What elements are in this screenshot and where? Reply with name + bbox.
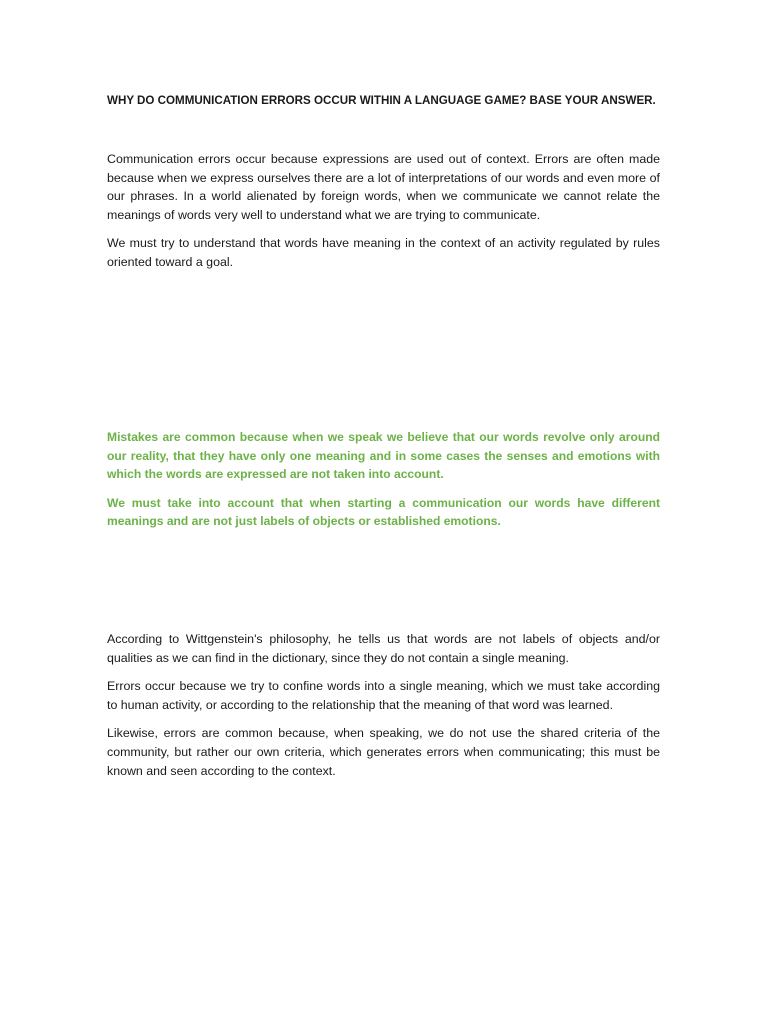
paragraph: Likewise, errors are common because, when speaking, we do not use the shared criteria of the community, but rather our own criteria, which generates errors when communicating; this must be known and seen according to the context. — [107, 726, 660, 778]
answer-section-1 — [107, 150, 660, 272]
paragraph: We must try to understand that words have meaning in the context of an activity regulated by rules oriented toward a goal. — [107, 236, 660, 269]
highlighted-paragraph: We must take into account that when starting a communication our words have different meanings and are not just labels of objects or established emotions. — [107, 495, 660, 529]
paragraph: Errors occur because we try to confine words into a single meaning, which we must take according to human activity, or according to the relationship that the meaning of that word was learned. — [107, 679, 660, 712]
document-title: WHY DO COMMUNICATION ERRORS OCCUR WITHIN A LANGUAGE GAME? BASE YOUR ANSWER. — [107, 94, 656, 107]
paragraph: According to Wittgenstein's philosophy, he tells us that words are not labels of objects and/or qualities as we can find in the dictionary, since they do not contain a single meaning. — [107, 632, 660, 665]
paragraph: Communication errors occur because expressions are used out of context. Errors are often made because when we express ourselves there are a lot of interpretations of our words and even more of our phrases. In a world alienated by foreign words, when we communicate we cannot relate the meanings of words very well to understand what we are trying to communicate. — [107, 152, 660, 222]
answer-section-3 — [107, 630, 660, 780]
highlighted-paragraph: Mistakes are common because when we speak we believe that our words revolve only around our reality, that they have only one meaning and in some cases the senses and emotions with which the words are expressed are not taken into account. — [107, 430, 660, 482]
answer-section-2-highlighted — [107, 428, 660, 531]
